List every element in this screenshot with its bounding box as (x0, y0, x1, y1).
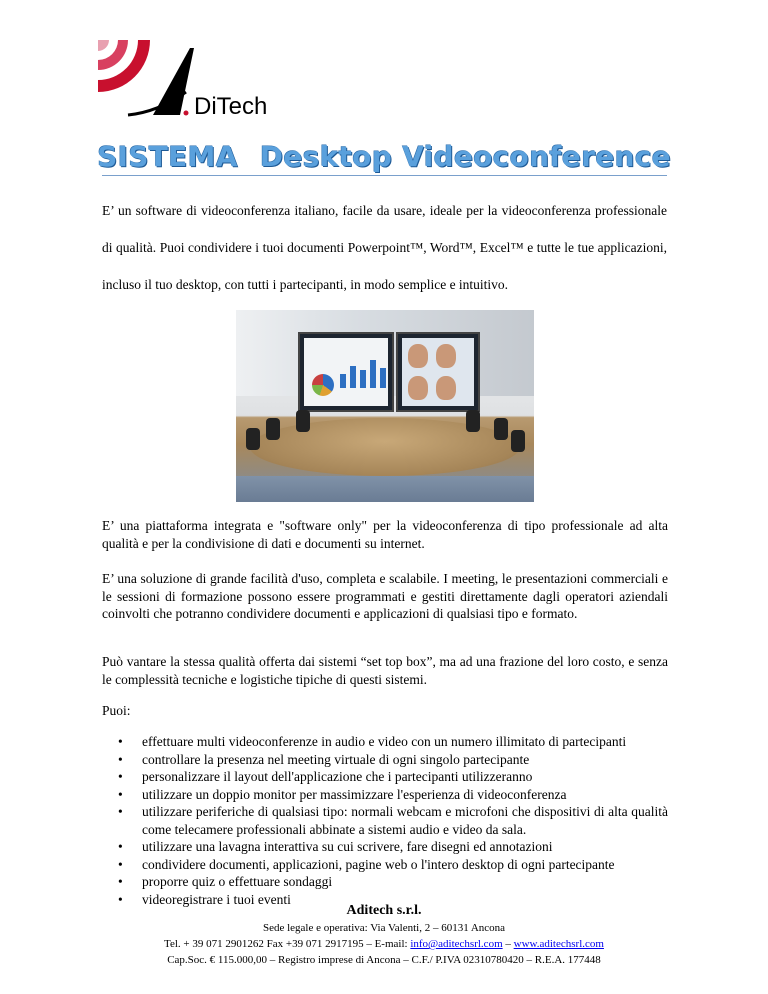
contacts-separator: – (502, 938, 514, 950)
contacts-text: Tel. + 39 071 2901262 Fax +39 071 2917195 – E-mail: (164, 938, 411, 950)
paragraph-puoi: Puoi: (102, 703, 131, 718)
presentation-screen (298, 332, 394, 412)
paragraph-solution: E’ una soluzione di grande facilità d'uso, completa e scalabile. I meeting, le presentazioni commerciali e le sessioni di formazione possono essere programmati e gestiti direttamente dagli operatori aziendali coinvolti che potranno condividere documenti e applicazioni di qualsiasi tipo e formato. (102, 571, 668, 621)
conference-room-photo (236, 310, 534, 502)
list-item: • utilizzare un doppio monitor per massimizzare l'esperienza di videoconferenza (118, 786, 567, 802)
aditech-logo (98, 40, 268, 122)
title-part-sistema: SISTEMA (97, 140, 238, 173)
paragraph-platform: E’ una piattaforma integrata e "software only" per la videoconferenza di tipo professionale ad alta qualità e per la condivisione di dati e documenti su internet. (102, 518, 668, 551)
website-link[interactable]: www.aditechsrl.com (513, 938, 604, 950)
page-title (0, 140, 768, 173)
title-divider (102, 175, 667, 176)
list-item: • effettuare multi videoconferenze in audio e video con un numero illimitato di partecipanti (118, 734, 627, 749)
list-item: • controllare la presenza nel meeting virtuale di ogni singolo partecipante (118, 751, 530, 767)
paragraph-quality: Può vantare la stessa qualità offerta dai sistemi “set top box”, ma ad una frazione del loro costo, e senza le complessità tecniche e logistiche tipiche di questi sistemi. (102, 654, 668, 687)
list-item: • personalizzare il layout dell'applicazione che i partecipanti utilizzeranno (118, 769, 533, 784)
logo-graphic (98, 40, 268, 122)
list-item: • utilizzare una lavagna interattiva su cui scrivere, fare disegni ed annotazioni (118, 839, 553, 854)
logo-wordmark: DiTech (194, 93, 268, 120)
list-item: • videoregistrare i tuoi eventi (118, 891, 291, 907)
list-item: • utilizzare periferiche di qualsiasi tipo: normali webcam e microfoni che dispositivi di alta qualità come telecamere professionali abbinate a sistemi audio e video da sala. (118, 804, 668, 837)
list-item: • proporre quiz o effettuare sondaggi (118, 874, 333, 889)
footer-address: Sede legale e operativa: Via Valenti, 2 – 60131 Ancona (262, 922, 506, 934)
title-part-desktop-videoconference: Desktop Videoconference (259, 140, 671, 173)
intro-paragraph: E’ un software di videoconferenza italiano, facile da usare, ideale per la videoconferenza professionale di qualità. Puoi condividere i tuoi documenti Powerpoint™, Word™, Excel™ e tutte le tue applicazioni, incluso il tuo desktop, con tutti i partecipanti, in modo semplice e intuitivo. (102, 203, 667, 292)
list-item: • condividere documenti, applicazioni, pagine web o l'intero desktop di ogni partecipante (118, 856, 615, 872)
footer-contacts (0, 936, 768, 952)
video-call-screen (396, 332, 480, 412)
company-name: Aditech s.r.l. (346, 903, 422, 918)
footer-legal: Cap.Soc. € 115.000,00 – Registro imprese di Ancona – C.F./ P.IVA 02310780420 – R.E.A. 177448 (167, 954, 601, 966)
email-link[interactable]: info@aditechsrl.com (410, 938, 503, 950)
features-list (102, 733, 668, 908)
